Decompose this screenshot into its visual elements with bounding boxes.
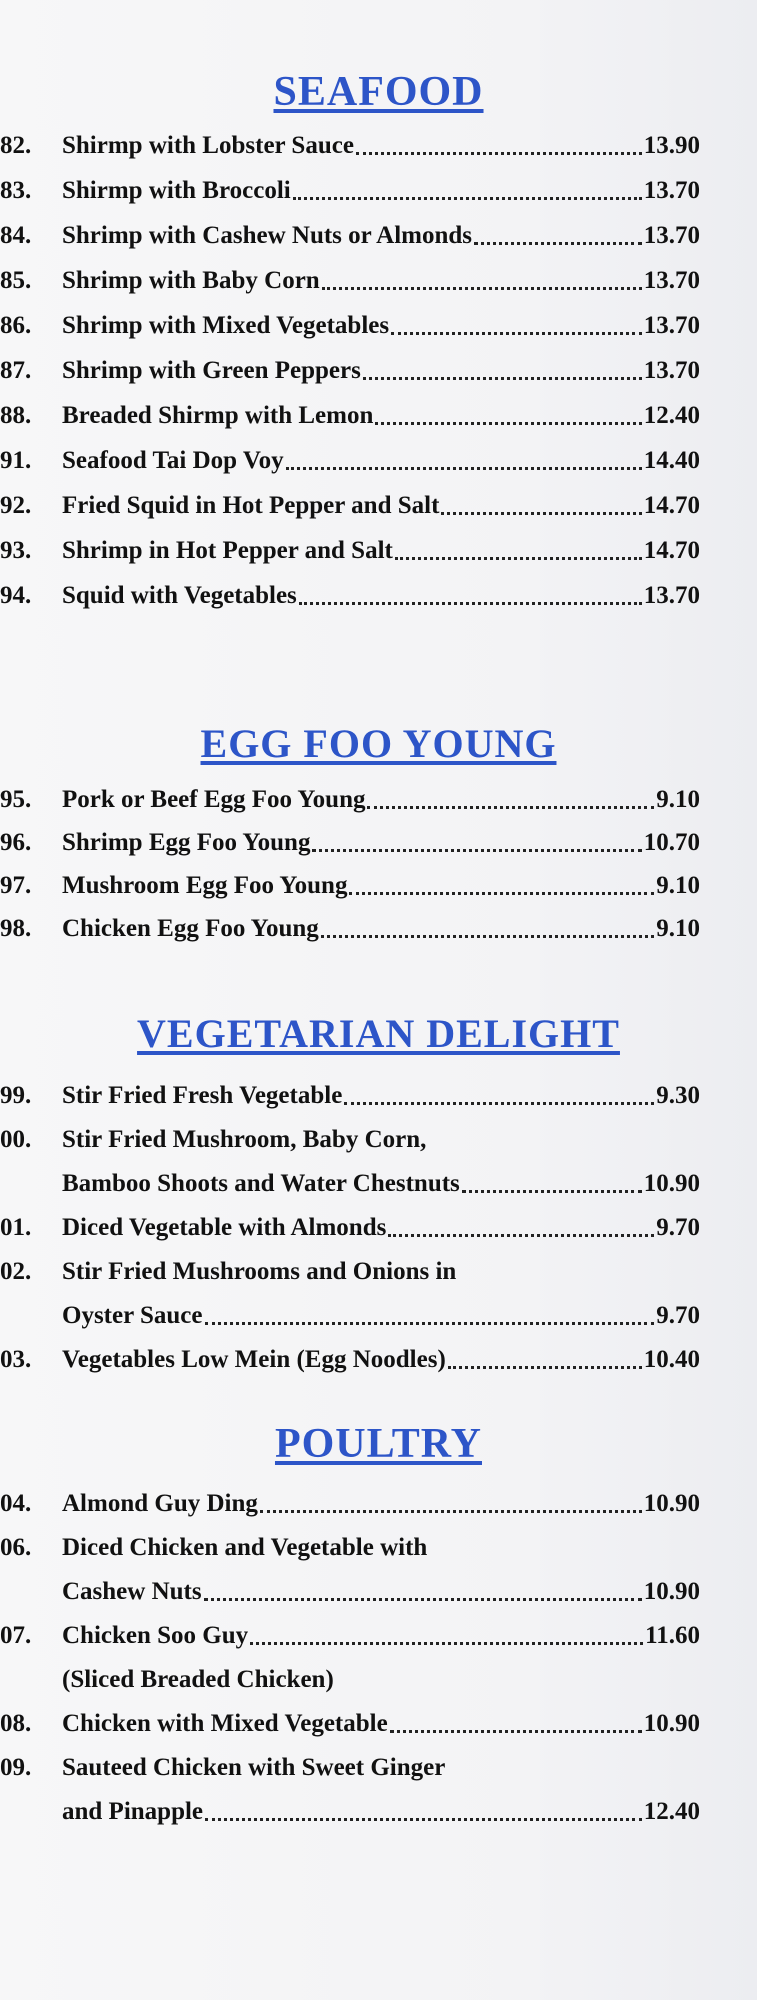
- item-name: Almond Guy Ding: [62, 1490, 258, 1517]
- menu-item: [0, 1076, 700, 1116]
- dot-leader: [388, 1208, 654, 1237]
- menu-item-continued: [0, 1792, 700, 1832]
- dot-leader: [375, 396, 641, 425]
- item-name: Stir Fried Fresh Vegetable: [62, 1082, 343, 1109]
- item-number: 93.: [0, 537, 32, 564]
- item-price: 10.40: [643, 1346, 700, 1373]
- menu-item: [0, 576, 700, 616]
- item-name: Diced Vegetable with Almonds: [62, 1214, 387, 1241]
- dot-leader: [395, 531, 642, 560]
- item-name: Shrimp with Mixed Vegetables: [62, 312, 390, 339]
- item-number: 83.: [0, 177, 32, 204]
- menu-item-continued: [0, 1164, 700, 1204]
- item-number: 94.: [0, 582, 32, 609]
- item-price: 13.70: [643, 582, 700, 609]
- item-number: 07.: [0, 1622, 32, 1649]
- item-name: Pork or Beef Egg Foo Young: [62, 786, 366, 813]
- item-name: Vegetables Low Mein (Egg Noodles): [62, 1346, 446, 1373]
- item-price: 13.70: [643, 177, 700, 204]
- egg-foo-young-title: EGG FOO YOUNG: [200, 721, 557, 766]
- item-price: 14.40: [643, 447, 700, 474]
- item-number: 01.: [0, 1214, 32, 1241]
- menu-item: [0, 866, 700, 906]
- item-name: Squid with Vegetables: [62, 582, 297, 609]
- item-number: 86.: [0, 312, 32, 339]
- item-number: 98.: [0, 915, 32, 942]
- menu-item: [0, 441, 700, 481]
- dot-leader: [448, 1340, 642, 1369]
- item-price: 9.10: [656, 786, 700, 813]
- item-price: 13.90: [643, 132, 700, 159]
- dot-leader: [474, 216, 642, 245]
- dot-leader: [312, 823, 641, 852]
- item-price: 13.70: [643, 267, 700, 294]
- item-name: Shrimp in Hot Pepper and Salt: [62, 537, 393, 564]
- item-number: 92.: [0, 492, 32, 519]
- item-price: 11.60: [645, 1622, 700, 1649]
- item-price: 9.30: [656, 1082, 700, 1109]
- dot-leader: [441, 486, 641, 515]
- item-name: Mushroom Egg Foo Young: [62, 872, 348, 899]
- menu-item: [0, 1484, 700, 1524]
- dot-leader: [293, 171, 642, 200]
- item-name: Seafood Tai Dop Voy: [62, 447, 284, 474]
- menu-item: [0, 823, 700, 863]
- item-name-line2: Cashew Nuts: [62, 1578, 202, 1605]
- item-number: 82.: [0, 132, 32, 159]
- item-number: 03.: [0, 1346, 32, 1373]
- menu-item: [0, 1528, 700, 1568]
- item-name: Stir Fried Mushroom, Baby Corn,: [62, 1126, 427, 1153]
- menu-item: [0, 486, 700, 526]
- dot-leader: [286, 441, 642, 470]
- item-name: Shrimp with Cashew Nuts or Almonds: [62, 222, 473, 249]
- dot-leader: [322, 261, 642, 290]
- item-number: 06.: [0, 1534, 32, 1561]
- item-number: 84.: [0, 222, 32, 249]
- item-number: 02.: [0, 1258, 32, 1285]
- dot-leader: [204, 1572, 642, 1601]
- menu-item: [0, 1704, 700, 1744]
- item-name: Shirmp with Broccoli: [62, 177, 291, 204]
- item-price: 10.90: [643, 1170, 700, 1197]
- menu-item: [0, 1208, 700, 1248]
- item-price: 12.40: [643, 402, 700, 429]
- menu-item-continued: [0, 1296, 700, 1336]
- dot-leader: [363, 351, 642, 380]
- menu-item: [0, 351, 700, 391]
- item-number: 09.: [0, 1754, 32, 1781]
- item-number: 88.: [0, 402, 32, 429]
- menu-item-note: [0, 1660, 700, 1700]
- menu-item: [0, 126, 700, 166]
- vegetarian-delight-title: VEGETARIAN DELIGHT: [137, 1011, 620, 1056]
- item-price: 10.90: [643, 1490, 700, 1517]
- dot-leader: [390, 1704, 642, 1733]
- item-number: 99.: [0, 1082, 32, 1109]
- item-number: 00.: [0, 1126, 32, 1153]
- menu-item: [0, 261, 700, 301]
- item-price: 9.10: [656, 915, 700, 942]
- item-number: 96.: [0, 829, 32, 856]
- item-name: Shirmp with Lobster Sauce: [62, 132, 354, 159]
- item-price: 9.10: [656, 872, 700, 899]
- item-price: 10.90: [643, 1578, 700, 1605]
- menu-item: [0, 1616, 700, 1656]
- dot-leader: [260, 1484, 642, 1513]
- dot-leader: [349, 866, 654, 895]
- menu-item: [0, 1748, 700, 1788]
- item-name-line2: Oyster Sauce: [62, 1302, 203, 1329]
- item-price: 9.70: [656, 1214, 700, 1241]
- item-price: 10.70: [643, 829, 700, 856]
- dot-leader: [321, 909, 654, 938]
- menu-item: [0, 171, 700, 211]
- dot-leader: [344, 1076, 654, 1105]
- item-name: Diced Chicken and Vegetable with: [62, 1534, 428, 1561]
- item-number: 91.: [0, 447, 32, 474]
- menu-item: [0, 306, 700, 346]
- item-name: Shrimp Egg Foo Young: [62, 829, 311, 856]
- item-number: 87.: [0, 357, 32, 384]
- dot-leader: [367, 780, 654, 809]
- dot-leader: [462, 1164, 642, 1193]
- menu-item: [0, 396, 700, 436]
- poultry-title: POULTRY: [274, 1421, 482, 1467]
- item-name: Chicken Soo Guy: [62, 1622, 249, 1649]
- menu-item: [0, 216, 700, 256]
- item-name-line2: Bamboo Shoots and Water Chestnuts: [62, 1170, 460, 1197]
- item-name: Chicken Egg Foo Young: [62, 915, 319, 942]
- menu-item-continued: [0, 1572, 700, 1612]
- menu-item: [0, 1252, 700, 1292]
- dot-leader: [356, 126, 642, 155]
- item-price: 14.70: [643, 537, 700, 564]
- item-price: 14.70: [643, 492, 700, 519]
- seafood-title: SEAFOOD: [273, 69, 484, 115]
- item-price: 13.70: [643, 357, 700, 384]
- dot-leader: [299, 576, 642, 605]
- item-name-line2: and Pinapple: [62, 1798, 204, 1825]
- item-price: 10.90: [643, 1710, 700, 1737]
- item-price: 13.70: [643, 222, 700, 249]
- menu-item: [0, 780, 700, 820]
- item-name: Shrimp with Green Peppers: [62, 357, 361, 384]
- item-price: 9.70: [656, 1302, 700, 1329]
- menu-item: [0, 1120, 700, 1160]
- item-price: 13.70: [643, 312, 700, 339]
- item-number: 85.: [0, 267, 32, 294]
- item-number: 97.: [0, 872, 32, 899]
- menu-item: [0, 1340, 700, 1380]
- item-name: Chicken with Mixed Vegetable: [62, 1710, 388, 1737]
- item-description: (Sliced Breaded Chicken): [62, 1666, 334, 1693]
- dot-leader: [205, 1792, 642, 1821]
- item-number: 04.: [0, 1490, 32, 1517]
- item-number: 08.: [0, 1710, 32, 1737]
- item-name: Fried Squid in Hot Pepper and Salt: [62, 492, 440, 519]
- item-name: Stir Fried Mushrooms and Onions in: [62, 1258, 457, 1285]
- dot-leader: [205, 1296, 655, 1325]
- item-name: Sauteed Chicken with Sweet Ginger: [62, 1754, 446, 1781]
- menu-item: [0, 531, 700, 571]
- dot-leader: [250, 1616, 643, 1645]
- item-name: Breaded Shirmp with Lemon: [62, 402, 374, 429]
- item-name: Shrimp with Baby Corn: [62, 267, 320, 294]
- dot-leader: [391, 306, 642, 335]
- item-number: 95.: [0, 786, 32, 813]
- menu-item: [0, 909, 700, 949]
- item-price: 12.40: [643, 1798, 700, 1825]
